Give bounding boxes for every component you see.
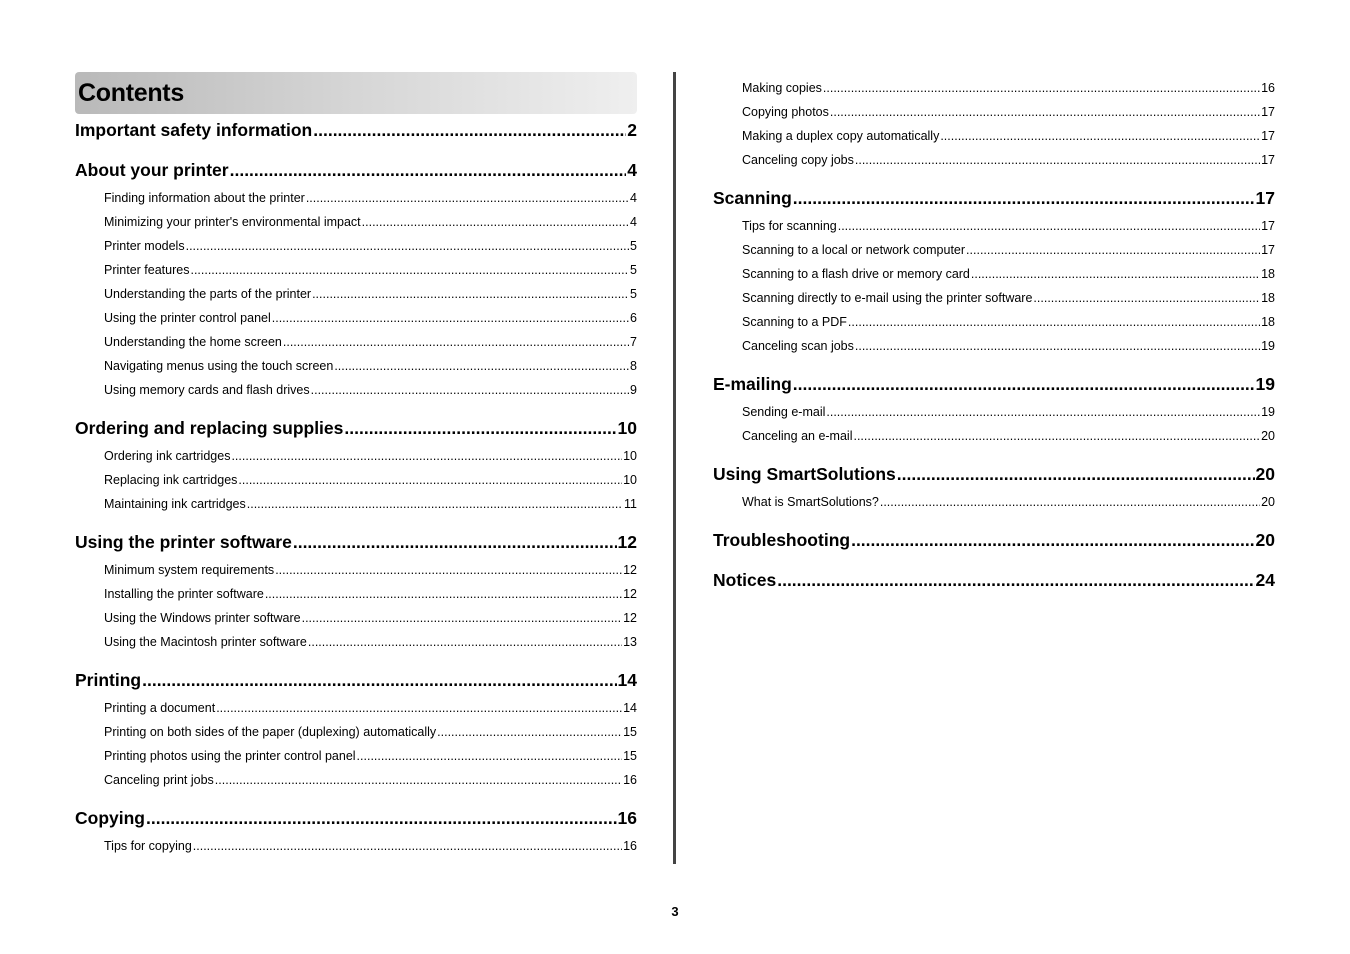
toc-item[interactable]: Maintaining ink cartridges ..... 11 (75, 492, 637, 516)
toc-item[interactable]: Canceling an e-mail ..... 20 (713, 424, 1275, 448)
toc-item[interactable]: Replacing ink cartridges ..... 10 (75, 468, 637, 492)
page-title: Contents (78, 78, 184, 107)
toc-left-column (75, 72, 637, 858)
toc-item[interactable]: Sending e-mail ..... 19 (713, 400, 1275, 424)
toc-right-column (713, 76, 1275, 594)
toc-item[interactable]: Scanning directly to e-mail using the printer software ..... 18 (713, 286, 1275, 310)
toc-section-troubleshooting[interactable]: Troubleshooting ..... 20 (713, 530, 1275, 554)
toc-item[interactable]: Canceling scan jobs ..... 19 (713, 334, 1275, 358)
page-number: 3 (671, 904, 679, 919)
toc-item[interactable]: Using memory cards and flash drives ..... 9 (75, 378, 637, 402)
toc-item[interactable]: Making copies ..... 16 (713, 76, 1275, 100)
toc-item[interactable]: Navigating menus using the touch screen ..... 8 (75, 354, 637, 378)
toc-item[interactable]: Tips for scanning ..... 17 (713, 214, 1275, 238)
toc-item[interactable]: What is SmartSolutions? ..... 20 (713, 490, 1275, 514)
toc-item[interactable]: Using the Macintosh printer software ..... 13 (75, 630, 637, 654)
toc-item[interactable]: Minimum system requirements ..... 12 (75, 558, 637, 582)
toc-item[interactable]: Scanning to a flash drive or memory card ..... 18 (713, 262, 1275, 286)
toc-section-emailing[interactable]: E-mailing ..... 19 (713, 374, 1275, 398)
toc-item[interactable]: Printing a document ..... 14 (75, 696, 637, 720)
toc-item[interactable]: Using the printer control panel ..... 6 (75, 306, 637, 330)
toc-item[interactable]: Ordering ink cartridges ..... 10 (75, 444, 637, 468)
toc-item[interactable]: Understanding the home screen ..... 7 (75, 330, 637, 354)
toc-section-notices[interactable]: Notices ..... 24 (713, 570, 1275, 594)
column-divider (673, 72, 676, 864)
toc-item[interactable]: Finding information about the printer ..... 4 (75, 186, 637, 210)
toc-section-printing[interactable]: Printing ..... 14 (75, 670, 637, 694)
toc-item[interactable]: Scanning to a local or network computer ..... 17 (713, 238, 1275, 262)
toc-item[interactable]: Tips for copying ..... 16 (75, 834, 637, 858)
toc-item[interactable]: Minimizing your printer's environmental impact ..... 4 (75, 210, 637, 234)
toc-item[interactable]: Printer features ..... 5 (75, 258, 637, 282)
toc-item[interactable]: Making a duplex copy automatically ..... 17 (713, 124, 1275, 148)
toc-section-safety[interactable]: Important safety information ..... 2 (75, 120, 637, 144)
toc-item[interactable]: Scanning to a PDF ..... 18 (713, 310, 1275, 334)
toc-item[interactable]: Copying photos ..... 17 (713, 100, 1275, 124)
toc-section-scanning[interactable]: Scanning ..... 17 (713, 188, 1275, 212)
toc-item[interactable]: Canceling copy jobs ..... 17 (713, 148, 1275, 172)
toc-section-supplies[interactable]: Ordering and replacing supplies ..... 10 (75, 418, 637, 442)
toc-item[interactable]: Printing on both sides of the paper (duplexing) automatically ..... 15 (75, 720, 637, 744)
toc-item[interactable]: Canceling print jobs ..... 16 (75, 768, 637, 792)
toc-item[interactable]: Using the Windows printer software ..... 12 (75, 606, 637, 630)
toc-section-software[interactable]: Using the printer software ..... 12 (75, 532, 637, 556)
toc-section-about-printer[interactable]: About your printer ..... 4 (75, 160, 637, 184)
contents-header (75, 72, 637, 114)
toc-item[interactable]: Understanding the parts of the printer ..... 5 (75, 282, 637, 306)
toc-section-copying[interactable]: Copying ..... 16 (75, 808, 637, 832)
toc-item[interactable]: Printer models ..... 5 (75, 234, 637, 258)
toc-item[interactable]: Printing photos using the printer control panel ..... 15 (75, 744, 637, 768)
toc-item[interactable]: Installing the printer software ..... 12 (75, 582, 637, 606)
toc-section-smartsolutions[interactable]: Using SmartSolutions ..... 20 (713, 464, 1275, 488)
